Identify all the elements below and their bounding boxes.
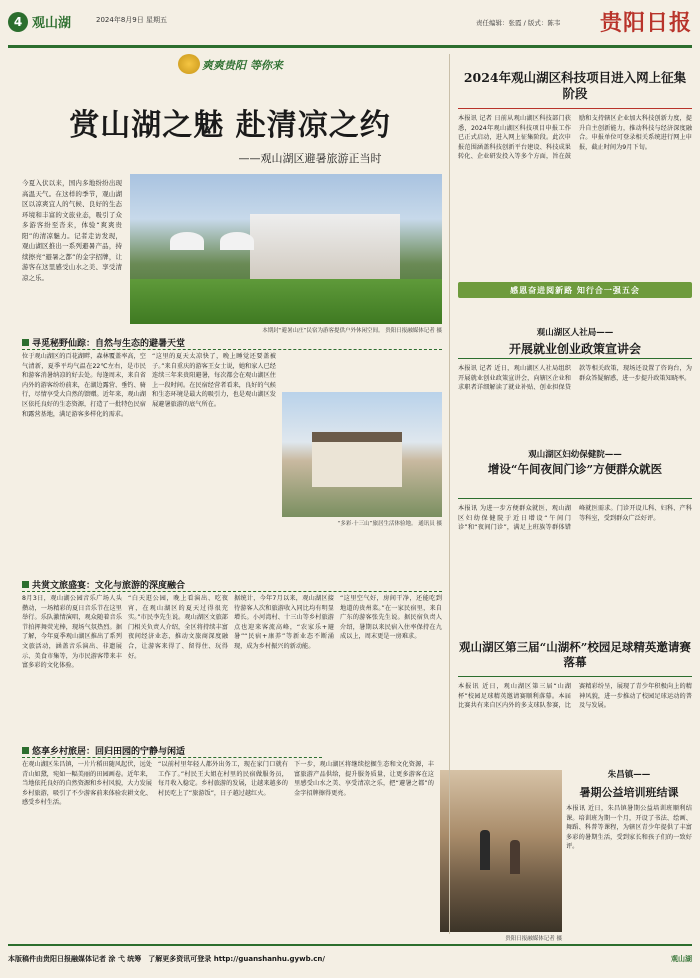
photo-lawn	[130, 279, 442, 324]
article3-kicker: 观山湖区妇幼保健院——	[528, 450, 622, 460]
rule	[458, 676, 692, 677]
feature-banner	[178, 54, 318, 74]
article2-title: 开展就业创业政策宣讲会	[508, 342, 641, 356]
umbrella-shape	[220, 232, 254, 250]
umbrella-shape	[170, 232, 204, 250]
feature-subtitle: ——观山湖区避暑旅游正当时	[238, 152, 382, 165]
page-number: 4	[8, 12, 28, 32]
rule	[458, 108, 692, 109]
article1-body: 本报讯 记者 日前从观山湖区科技部门获悉，2024年观山湖区科技项目申报工作已正式启动，进入网上征集阶段。此次申报范围涵盖科技创新平台建设、科技成果转化、企业研发投入等多个方面，旨在鼓励和支持辖区企业加大科技创新力度，提升自主创新能力，推动科技与经济深度融合。申报单位可登录相关系统进行网上申报，截止时间为9月下旬。	[458, 115, 692, 161]
editors-line: 责任编辑：张霞 / 版式：陈韦	[476, 19, 561, 27]
article5-title: 暑期公益培训班结课	[579, 786, 679, 799]
article3-title: 增设“午间夜间门诊”方便群众就医	[487, 462, 663, 476]
rule	[458, 358, 692, 359]
article2-kicker: 观山湖区人社局——	[536, 328, 614, 338]
page-footer	[8, 944, 692, 972]
section-heading-3: 悠享乡村旅居：回归田园的宁静与闲适	[22, 744, 322, 756]
section-heading-1: 寻觅秘野仙踪：自然与生态的避暑天堂	[22, 336, 442, 348]
section-name: 观山湖	[32, 16, 72, 31]
article1-title: 2024年观山湖区科技项目进入网上征集阶段	[463, 70, 687, 101]
date-line: 2024年8月9日 星期五	[96, 16, 167, 24]
photo-building	[250, 214, 400, 284]
sec1-col2: “这里的夏天太凉快了，晚上睡觉还要盖被子。”来自重庆的游客王女士说，她和家人已经连续三年来贵阳避暑，每次都会在观山湖区住上一段时间。在民宿经营者看来，良好的气候和生态环境是最大的吸引力，也是观山湖区发展避暑旅游的底气所在。	[152, 353, 276, 408]
sec2-col4: “这里空气好，房间干净，还能吃到地道的贵州菜。”在一家民宿里，来自广东的游客张先生说。据民宿负责人介绍，暑期以来民宿入住率保持在九成以上，周末更是一房难求。	[340, 595, 442, 641]
photo-person	[510, 840, 520, 874]
sec3-col3: 下一步，观山湖区将继续挖掘生态和文化资源，丰富旅游产品供给，提升服务质量，让更多游客在这里感受山水之美、享受清凉之乐，把“避暑之都”的金字招牌擦得更亮。	[294, 761, 434, 797]
photo-house	[312, 432, 402, 487]
sec3-col1: 在观山湖区朱昌镇，一片片稻田随风起伏，远处青山如黛，宛如一幅美丽的田园画卷。近年来，当地依托良好的自然资源和乡村风貌，大力发展乡村旅游，吸引了不少游客前来体验农耕文化、感受乡村生活。	[22, 761, 152, 807]
feature-lead: 今夏入伏以来，国内多地纷纷出现高温天气。在这样的季节，观山湖区以凉爽宜人的气候、良好的生态环境和丰富的文旅业态，吸引了众多游客纷至沓来，体验“爽爽贵阳”的清凉魅力。记者走访发现，观山湖区推出一系列避暑产品，持续擦亮“避暑之都”的金字招牌，让游客在这里感受山水之美、享受清凉之乐。	[22, 179, 122, 282]
banner-text: 爽爽贵阳 等你来	[202, 59, 283, 72]
sec1-col1: 位于观山湖区的百花湖畔，森林覆盖率高，空气清新，夏季平均气温在22℃左右，是市民和游客消暑纳凉的好去处。每逢周末，来自省内外的游客纷纷前来，在湖边露营、垂钓、骑行，尽情享受大自然的馈赠。近年来，观山湖区依托良好的生态资源，打造了一批特色民宿和露营基地，满足游客多样化的需求。	[22, 353, 146, 418]
sec2-col3: 据统计，今年7月以来，观山湖区接待游客人次和旅游收入同比均有明显增长。小河湾村、十三山等乡村旅游点也迎来客流高峰，“农家乐+避暑”“民宿+康养”等新业态不断涌现，成为乡村振兴的新动能。	[234, 595, 334, 650]
photo-street	[440, 770, 562, 932]
footer-note: 本版稿件由贵阳日报融媒体记者 涂 弋 统筹 了解更多资讯可登录 http://guanshanhu.gywb.cn/	[8, 955, 325, 963]
sun-logo-icon	[178, 54, 200, 74]
article5-kicker: 朱昌镇——	[607, 770, 651, 780]
promo-text: 感恩奋进阅新路 知行合一强五会	[510, 286, 640, 295]
section-heading-2: 共赏文旅盛宴：文化与旅游的深度融合	[22, 578, 442, 590]
photo-person	[480, 830, 490, 870]
feature-title: 赏山湖之魅 赴清凉之约	[69, 108, 391, 143]
photo-homestay	[282, 392, 442, 517]
sec2-col2: “白天逛公园，晚上看演出、吃夜宵，在观山湖区的夏天过得很充实。”市民李先生说。观山湖区文旅部门相关负责人介绍，全区将持续丰富夜间经济业态，推动文旅商深度融合，让游客来得了、留得住、玩得好。	[128, 595, 228, 660]
sec2-col1: 8月3日，观山湖公园音乐广场人头攒动，一场精彩的夏日音乐节在这里举行。乐队激情演唱，观众随着音乐节拍挥舞荧光棒，现场气氛热烈。据了解，今年夏季观山湖区推出了系列文旅活动，涵盖音乐演出、非遗展示、美食市集等，为市民游客带来丰富多彩的文化体验。	[22, 595, 122, 670]
article4-body: 本报讯 近日，观山湖区第三届“山湖杯”校园足球精英邀请赛顺利落幕。本届比赛共有来自区内外的多支球队参赛，比赛精彩纷呈，展现了青少年积极向上的精神风貌，进一步推动了校园足球运动的普及与发展。	[458, 683, 692, 710]
photo1-caption: 本期封“避暑山庄”民宿为游客提供户外休闲空间。 贵阳日报融媒体记者 摄	[262, 328, 442, 334]
photo2-caption: “多彩·十三山”旅居生活体验地。 通讯员 摄	[337, 521, 442, 527]
footer-section: 观山湖	[671, 955, 692, 963]
article5-body: 本报讯 近日，朱昌镇暑期公益培训班顺利结课。培训班为期一个月，开设了书法、绘画、舞蹈、科普等课程，为辖区青少年提供了丰富多彩的暑期生活，受到家长和孩子们的一致好评。	[566, 805, 692, 851]
rule	[458, 498, 692, 499]
sec3-col2: “以前村里年轻人都外出务工，现在家门口就有工作了。”村民王大姐在村里的民宿做服务员，每月收入稳定。乡村旅游的发展，让越来越多的村民吃上了“旅游饭”，日子越过越红火。	[158, 761, 288, 797]
article2-body: 本报讯 记者 近日，观山湖区人社局组织开展就业创业政策宣讲会，向辖区企业和求职者详细解读了就业补贴、创业担保贷款等相关政策，现场还设置了咨询台，为群众答疑解惑，进一步提升政策知晓率。	[458, 365, 692, 392]
page-header	[8, 6, 692, 48]
article3-body: 本报讯 为进一步方便群众就医，观山湖区妇幼保健院于近日增设“午间门诊”和“夜间门诊”，满足上班族等群体错峰就医需求。门诊开设儿科、妇科、产科等科室，受到群众广泛好评。	[458, 505, 692, 532]
photo-resort-lawn	[130, 174, 442, 324]
column-divider	[449, 54, 450, 934]
promo-banner	[458, 282, 692, 298]
newspaper-logo: 贵阳日报	[599, 10, 692, 36]
photo3-caption: 贵阳日报融媒体记者 摄	[505, 936, 562, 942]
article4-title: 观山湖区第三届“山湖杯”校园足球精英邀请赛落幕	[459, 640, 691, 669]
